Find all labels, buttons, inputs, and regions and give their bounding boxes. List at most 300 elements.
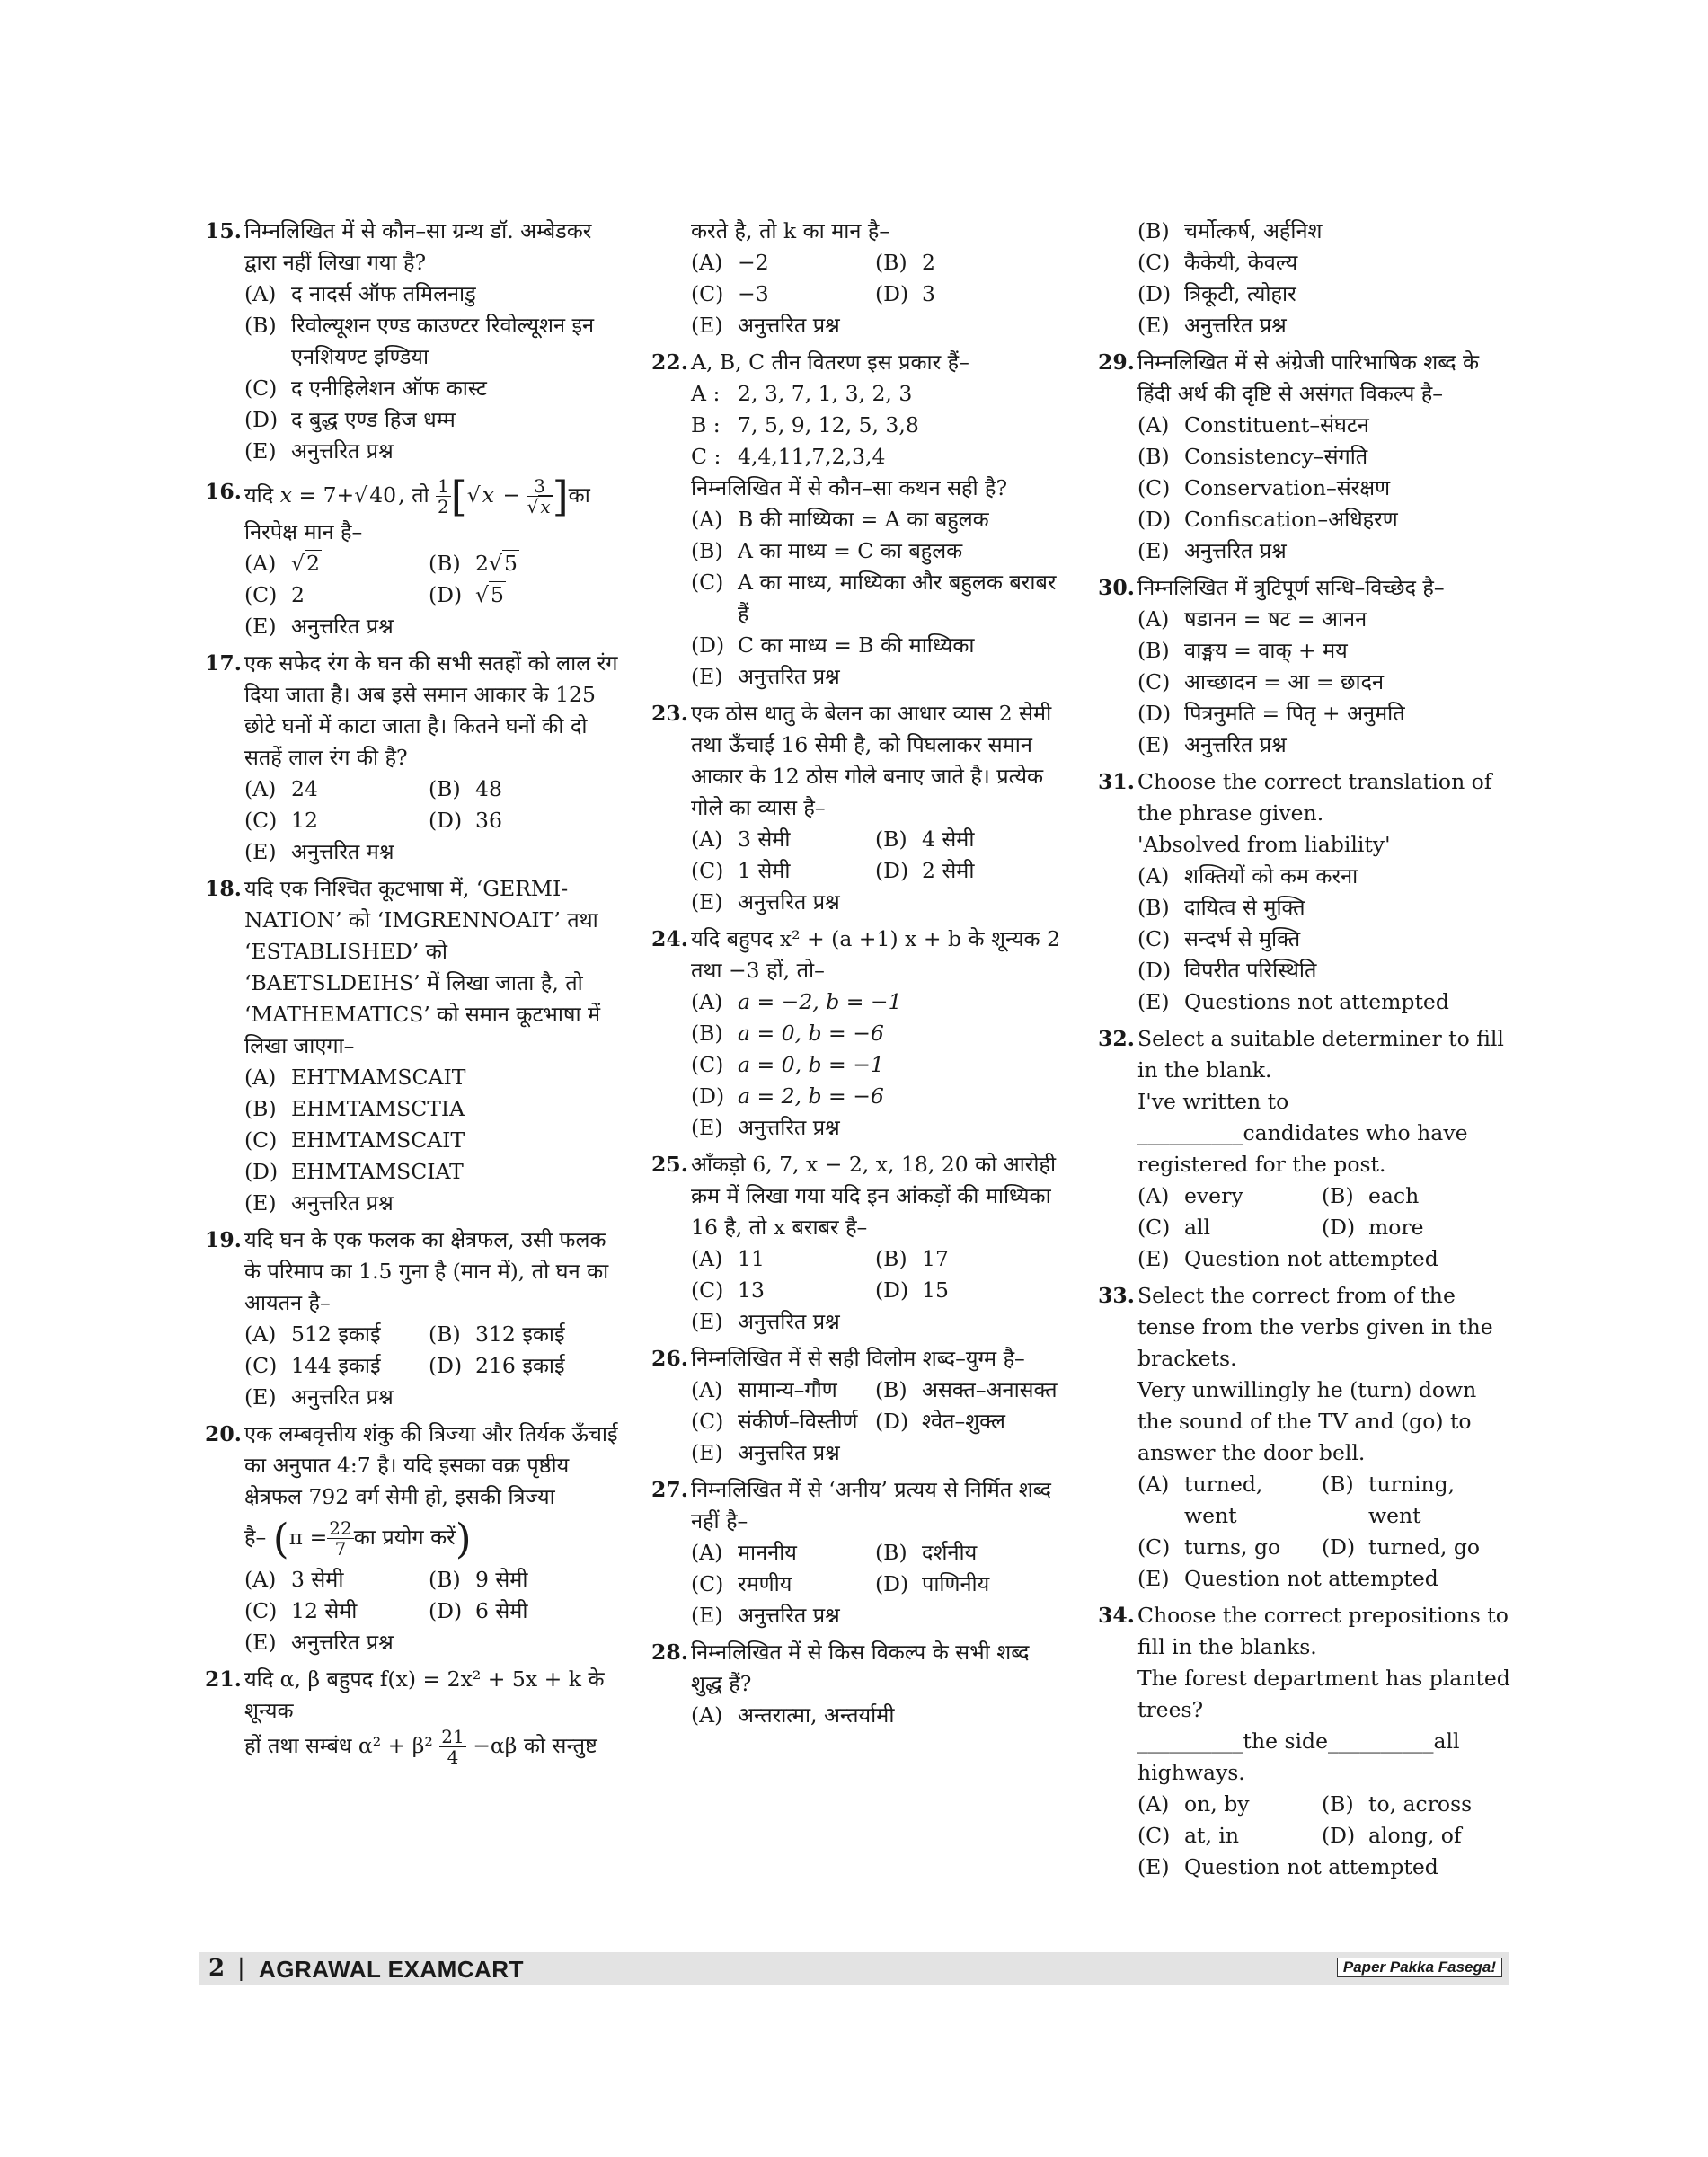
option [1137, 604, 1511, 635]
option [691, 1375, 875, 1406]
option-text: 312 इकाई [475, 1322, 565, 1347]
option-text: कैकेयी, केवल्य [1184, 250, 1298, 275]
text: 21. [205, 1666, 242, 1692]
text: 27. [651, 1477, 688, 1502]
option-text: Question not attempted [1184, 1566, 1438, 1591]
option-text: EHMTAMSCTIA [291, 1096, 465, 1121]
option-label: (E) [244, 438, 277, 464]
option [691, 1700, 1065, 1731]
option-label: (B) [1322, 1472, 1354, 1497]
text: यदि x = 7+√40, तो $\frac{1}{2}$ [√x − $\frac{3}{√ x}$ ]का [244, 472, 590, 521]
option-label: (D) [1137, 958, 1172, 983]
option-label: (A) [244, 1065, 277, 1090]
option [244, 805, 429, 836]
option [1137, 986, 1511, 1018]
question-21-continued [651, 216, 1065, 341]
option-text: 3 [922, 281, 935, 306]
option-label: (D) [244, 1159, 279, 1184]
option-label: C : [691, 444, 721, 469]
option-label: (E) [1137, 1854, 1170, 1879]
text: 2 [475, 551, 489, 576]
option-text: EHTMAMSCAIT [291, 1065, 466, 1090]
option [1137, 955, 1511, 986]
text: x [540, 496, 551, 517]
option [691, 1243, 875, 1275]
option-label: (A) [1137, 1791, 1170, 1817]
text: 28. [651, 1640, 688, 1665]
option-label: (C) [244, 1353, 278, 1378]
option-text: 216 इकाई [475, 1353, 565, 1378]
option-text: दायित्व से मुक्ति [1184, 895, 1305, 920]
option-text: दर्शनीय [922, 1540, 978, 1565]
option-text: अन्तरात्मा, अन्तर्यामी [738, 1702, 895, 1728]
option-label: (E) [244, 614, 277, 639]
page-footer [199, 1952, 1509, 1985]
option [875, 1537, 1059, 1569]
option-text: 4,4,11,7,2,3,4 [738, 444, 886, 469]
brand-logo: AGRAWAL EXAMCART [259, 1956, 524, 1983]
option [244, 1156, 618, 1188]
option-text: 11 [738, 1246, 765, 1271]
option [1137, 1212, 1322, 1243]
option [244, 1627, 618, 1658]
option-text: 12 [291, 808, 318, 833]
option-label: (E) [691, 1603, 723, 1628]
option-text: more [1368, 1215, 1424, 1240]
option-label: (B) [691, 538, 723, 563]
option-text: अनुत्तरित प्रश्न [738, 664, 840, 689]
option [429, 1319, 613, 1350]
option [691, 1569, 875, 1600]
text: Choose the correct prepositions to fill in the blanks. [1137, 1603, 1509, 1659]
option-label: (C) [1137, 669, 1171, 694]
text: highways. [1137, 1760, 1245, 1785]
text: 34. [1098, 1603, 1135, 1628]
option [244, 579, 429, 611]
option-label: (A) [691, 250, 723, 275]
option [691, 1600, 1065, 1631]
option [244, 1093, 618, 1125]
column-2 [651, 216, 1065, 1737]
text: 19. [205, 1227, 242, 1252]
option-text: A का माध्य, माध्यिका और बहुलक बराबर हैं [738, 570, 1057, 626]
option [1137, 1243, 1511, 1275]
text: Very unwillingly he (turn) down the sound of the TV and (go) to answer the door bell. [1137, 1377, 1477, 1465]
text: π = [288, 1525, 328, 1550]
option-text: सन्दर्भ से मुक्ति [1184, 926, 1301, 951]
option-text: 13 [738, 1277, 765, 1303]
option [691, 378, 1065, 410]
option-text: अनुत्तरित प्रश्न [1184, 313, 1287, 338]
option-text: पाणिनीय [922, 1571, 990, 1596]
option-text: 24 [291, 776, 318, 801]
option-label: (E) [1137, 989, 1170, 1014]
option-text: अनुत्तरित प्रश्न [291, 614, 394, 639]
text: , तो [398, 482, 429, 508]
text: 24. [651, 926, 688, 951]
option-label: (B) [875, 1540, 907, 1565]
option [1322, 1820, 1506, 1852]
option-label: (A) [1137, 1472, 1170, 1497]
text: यदि बहुपद x² + (a +1) x + b के शून्यक 2 तथा −3 हों, तो– [691, 926, 1061, 983]
option [691, 441, 1065, 473]
option-text: EHMTAMSCAIT [291, 1127, 465, 1153]
text: निम्नलिखित में से कौन–सा कथन सही है? [691, 475, 1008, 500]
option [691, 1018, 1065, 1049]
option [1137, 410, 1511, 441]
question-28 [651, 1637, 1065, 1731]
option [244, 1125, 618, 1156]
option-label: (C) [244, 582, 278, 607]
option-text: a = 2, b = −6 [738, 1083, 884, 1109]
option [1137, 504, 1511, 535]
text: 25. [651, 1152, 688, 1177]
option [429, 1350, 613, 1382]
option [875, 278, 1059, 310]
option [1137, 216, 1511, 247]
option [691, 1049, 1065, 1081]
option-text: त्रिकूटी, त्योहार [1184, 281, 1296, 306]
option [691, 887, 1065, 918]
text: 2 [305, 551, 320, 576]
text: 33. [1098, 1283, 1135, 1308]
text: यदि घन के एक फलक का क्षेत्रफल, उसी फलक के परिमाप का 1.5 गुना है (मान में), तो घन का आयतन है– [244, 1227, 609, 1315]
option-text: अनुत्तरित प्रश्न [291, 1190, 394, 1216]
option [244, 1062, 618, 1093]
text: 17. [205, 650, 242, 676]
option-label: (C) [691, 858, 724, 883]
text: __________the side__________all [1137, 1728, 1460, 1754]
option [875, 1569, 1059, 1600]
option [691, 504, 1065, 535]
option-text: turning, went [1368, 1472, 1456, 1528]
option [691, 310, 1065, 341]
option-text: Questions not attempted [1184, 989, 1449, 1014]
option-label: (B) [875, 827, 907, 852]
option-label: (E) [691, 664, 723, 689]
option-text: 15 [922, 1277, 949, 1303]
option [1137, 861, 1511, 892]
text: = 7+ [298, 482, 355, 508]
option [429, 1596, 613, 1627]
option-text: at, in [1184, 1823, 1240, 1848]
option-text: अनुत्तरित प्रश्न [738, 1603, 840, 1628]
option [1137, 310, 1511, 341]
question-24 [651, 924, 1065, 1144]
option [691, 1112, 1065, 1144]
text: का प्रयोग करें [353, 1525, 456, 1550]
option-text: अनुत्तरित प्रश्न [738, 1115, 840, 1140]
option-label: (C) [691, 1409, 724, 1434]
option [244, 1564, 429, 1596]
option-text: 3 सेमी [738, 827, 791, 852]
option-label: (E) [244, 839, 277, 864]
text: यदि एक निश्चित कूटभाषा में, ‘GERMI-NATION’ को ‘IMGRENNOAIT’ तथा ‘ESTABLISHED’ को ‘BAETSLDEIHS’ में लिखा जाता है, तो ‘MATHEMATICS’ को समान कूटभाषा में लिखा जाएगा– [244, 876, 601, 1058]
option-text: 3 सेमी [291, 1567, 344, 1592]
option [1137, 473, 1511, 504]
option-label: (E) [1137, 732, 1170, 757]
option-label: (A) [1137, 1183, 1170, 1208]
option-text: संकीर्ण–विस्तीर्ण [738, 1409, 858, 1434]
option [691, 1406, 875, 1437]
option-label: (B) [244, 313, 277, 338]
option [875, 855, 1059, 887]
option-text: a = 0, b = −1 [738, 1052, 884, 1077]
text: I've written to __________candidates who have registered for the post. [1137, 1089, 1468, 1177]
option-text: माननीय [738, 1540, 797, 1565]
option-label: (B) [691, 1021, 723, 1046]
option-label: (A) [244, 281, 277, 306]
option-text: B की माध्यिका = A का बहुलक [738, 507, 989, 532]
option [244, 1382, 618, 1413]
text: एक लम्बवृत्तीय शंकु की त्रिज्या और तिर्यक ऊँचाई का अनुपात 4:7 है। यदि इसका वक्र पृष्ठीय क्षेत्रफल 792 वर्ग सेमी हो, इसकी त्रिज्या [244, 1421, 618, 1509]
option-label: (C) [244, 808, 278, 833]
question-28-continued [1098, 216, 1511, 341]
option-label: (C) [244, 1127, 278, 1153]
option [875, 824, 1059, 855]
option [1137, 667, 1511, 698]
option-label: (A) [691, 827, 723, 852]
option-text: Confiscation–अधिहरण [1184, 507, 1398, 532]
text: हों तथा सम्बंध α² + β² [244, 1733, 433, 1758]
text: 18. [205, 876, 242, 901]
text: निम्नलिखित में से किस विकल्प के सभी शब्द शुद्ध हैं? [691, 1640, 1030, 1696]
text: एक सफेद रंग के घन की सभी सतहों को लाल रंग दिया जाता है। अब इसे समान आकार के 125 छोटे घनों में काटा जाता है। कितने घनों की दो सतहें लाल रंग की है? [244, 650, 618, 770]
option-label: (B) [875, 1246, 907, 1271]
option-text: पित्रनुमति = पितृ + अनुमति [1184, 701, 1405, 726]
option [691, 1306, 1065, 1338]
option [1137, 247, 1511, 278]
option-label: (E) [244, 1384, 277, 1410]
text: 22. [651, 349, 688, 375]
option [244, 1188, 618, 1219]
option [875, 1243, 1059, 1275]
column-3 [1098, 216, 1511, 1888]
option-text: to, across [1368, 1791, 1473, 1817]
option [691, 278, 875, 310]
text: यदि α, β बहुपद f(x) = 2x² + 5x + k के शून्यक [244, 1666, 605, 1723]
text: 21 [441, 1726, 465, 1747]
option [691, 1081, 1065, 1112]
text: है– [244, 1525, 267, 1550]
tagline-badge: Paper Pakka Fasega! [1337, 1958, 1502, 1977]
option [1137, 1469, 1322, 1532]
option [875, 1275, 1059, 1306]
option-text: 2 [922, 250, 935, 275]
option-label: (A) [1137, 606, 1170, 632]
text: 7 [334, 1538, 347, 1560]
option-label: (D) [1322, 1534, 1356, 1560]
option [691, 567, 1065, 630]
option-label: (C) [244, 1598, 278, 1623]
option [244, 1319, 429, 1350]
option-text: चर्मोत्कर्ष, अर्हनिश [1184, 218, 1323, 243]
text: 5 [490, 582, 504, 607]
option-label: (A) [244, 1567, 277, 1592]
option-text: turns, go [1184, 1534, 1281, 1560]
option [1137, 1180, 1322, 1212]
option-text: every [1184, 1183, 1243, 1208]
option-text: 2 सेमी [922, 858, 975, 883]
option-text: along, of [1368, 1823, 1462, 1848]
text: 3 [527, 476, 553, 497]
option-label: (E) [244, 1630, 277, 1655]
option [691, 824, 875, 855]
option [691, 535, 1065, 567]
option-label: (C) [1137, 250, 1171, 275]
option-text: 512 इकाई [291, 1322, 381, 1347]
option-label: (D) [875, 858, 909, 883]
option-text: 12 सेमी [291, 1598, 358, 1623]
option-c [244, 373, 618, 404]
option-label: B : [691, 412, 721, 438]
option-label: (B) [1322, 1183, 1354, 1208]
option-label: (B) [1137, 638, 1170, 663]
text: 22 [329, 1517, 352, 1539]
option-text: अनुत्तरित प्रश्न [1184, 538, 1287, 563]
option-label: (D) [875, 1277, 909, 1303]
option [1322, 1180, 1506, 1212]
option-label: (B) [429, 1322, 461, 1347]
option-text: अनुत्तरित मश्न [291, 839, 394, 864]
text: 16. [205, 479, 242, 504]
option-text: turned, go [1368, 1534, 1481, 1560]
text: 4 [447, 1746, 459, 1768]
question-29 [1098, 347, 1511, 567]
option-label: (E) [691, 1309, 723, 1334]
option-label: (E) [1137, 313, 1170, 338]
option [1137, 1789, 1322, 1820]
option [429, 805, 613, 836]
option-label: (C) [691, 1571, 724, 1596]
text: x [482, 482, 494, 508]
option-label: (C) [1137, 926, 1171, 951]
option-text: 7, 5, 9, 12, 5, 3,8 [738, 412, 919, 438]
option-label: (D) [429, 1353, 463, 1378]
option-label: (E) [1137, 1566, 1170, 1591]
text: का [568, 482, 590, 508]
option [429, 774, 613, 805]
option-label: (A) [691, 1540, 723, 1565]
option-label: (B) [1137, 444, 1170, 469]
option-label: (C) [1137, 1823, 1171, 1848]
option-label: (E) [1137, 1246, 1170, 1271]
option [875, 1406, 1059, 1437]
option-label: (D) [1322, 1823, 1356, 1848]
option-label: (D) [429, 808, 463, 833]
option-label: (C) [691, 1277, 724, 1303]
option-label: (B) [244, 1096, 277, 1121]
option-label: (D) [429, 582, 463, 607]
option [1137, 1820, 1322, 1852]
option-label: (B) [429, 1567, 461, 1592]
option-text: each [1368, 1183, 1420, 1208]
option-text: 4 सेमी [922, 827, 975, 852]
option-text: अनुत्तरित प्रश्न [291, 438, 394, 464]
option-label: (D) [691, 632, 725, 658]
option-label: (E) [691, 313, 723, 338]
option-text: द एनीहिलेशन ऑफ कास्ट [291, 376, 487, 401]
option-label: (A) [1137, 412, 1170, 438]
option [1322, 1532, 1506, 1563]
text: निम्नलिखित में से अंग्रेजी पारिभाषिक शब्द के हिंदी अर्थ की दृष्टि से असंगत विकल्प है– [1137, 349, 1480, 406]
option [1137, 635, 1511, 667]
question-26 [651, 1343, 1065, 1469]
option-text: 48 [475, 776, 502, 801]
option-label: (E) [691, 1115, 723, 1140]
option-text: A का माध्य = C का बहुलक [738, 538, 963, 563]
option-label: (A) [1137, 863, 1170, 888]
option-text: द नादर्स ऑफ तमिलनाडु [291, 281, 476, 306]
option [1137, 729, 1511, 761]
option-text: Consistency–संगति [1184, 444, 1368, 469]
text: करते है, तो k का मान है– [691, 218, 890, 243]
option [691, 1437, 1065, 1469]
option [1137, 1852, 1511, 1883]
option-text: शक्तियों को कम करना [1184, 863, 1358, 888]
option-label: A : [691, 381, 721, 406]
text: x [279, 482, 292, 508]
text: 40 [369, 482, 397, 508]
question-27 [651, 1474, 1065, 1631]
option-d [244, 404, 618, 436]
option-text: −3 [738, 281, 769, 306]
option-text: 2√5 [475, 551, 518, 576]
option [429, 579, 613, 611]
option-label: (D) [244, 407, 279, 432]
question-31 [1098, 766, 1511, 1018]
text: 31. [1098, 769, 1135, 794]
text: 20. [205, 1421, 242, 1446]
text: Select the correct from of the tense from the verbs given in the brackets. [1137, 1283, 1493, 1371]
option [691, 1537, 875, 1569]
option-label: (D) [429, 1598, 463, 1623]
option-label: (B) [875, 1377, 907, 1402]
question-30 [1098, 572, 1511, 761]
option-label: (C) [244, 376, 278, 401]
text: यदि [244, 482, 274, 508]
option-label: (A) [244, 1322, 277, 1347]
option-label: (B) [875, 250, 907, 275]
option-label: (B) [1137, 895, 1170, 920]
question-23 [651, 698, 1065, 918]
option [1137, 924, 1511, 955]
text: The forest department has planted trees? [1137, 1666, 1510, 1722]
option-text: 6 सेमी [475, 1598, 528, 1623]
option-text: षडानन = षट = आनन [1184, 606, 1367, 632]
option-label: (E) [691, 889, 723, 915]
option-text: √2 [291, 551, 320, 576]
text: निरपेक्ष मान है– [244, 519, 363, 544]
option-text: अनुत्तरित प्रश्न [291, 1630, 394, 1655]
option-label: (D) [1322, 1215, 1356, 1240]
option-text: अनुत्तरित प्रश्न [291, 1384, 394, 1410]
option [691, 1275, 875, 1306]
text: आँकड़ो 6, 7, x − 2, x, 18, 20 को आरोही क्रम में लिखा गया यदि इन आंकड़ों की माध्यिका 16 है, तो x बराबर है– [691, 1152, 1057, 1240]
option-label: (B) [1137, 218, 1170, 243]
option-text: C का माध्य = B की माध्यिका [738, 632, 975, 658]
option-label: (B) [429, 551, 461, 576]
option-text: a = 0, b = −6 [738, 1021, 884, 1046]
option [691, 661, 1065, 693]
question-20: 20. एक लम्बवृत्तीय शंकु की त्रिज्या और तिर्यक ऊँचाई का अनुपात 4:7 है। यदि इसका वक्र पृष्ठीय क्षेत्रफल 792 वर्ग सेमी हो, इसकी त्रिज्या है– (π = $\frac{22}{7}$ का प्रयोग करें) (A) 3 सेमी (B) 9 सेमी (C) 12 सेमी (D) 6 सेमी (E) अनुत्तरित प्रश्न [205, 1419, 618, 1658]
option [1137, 892, 1511, 924]
text: 29. [1098, 349, 1135, 375]
question-16 [205, 472, 618, 642]
option-label: (A) [691, 1246, 723, 1271]
question-22 [651, 347, 1065, 693]
option-label: (E) [1137, 538, 1170, 563]
